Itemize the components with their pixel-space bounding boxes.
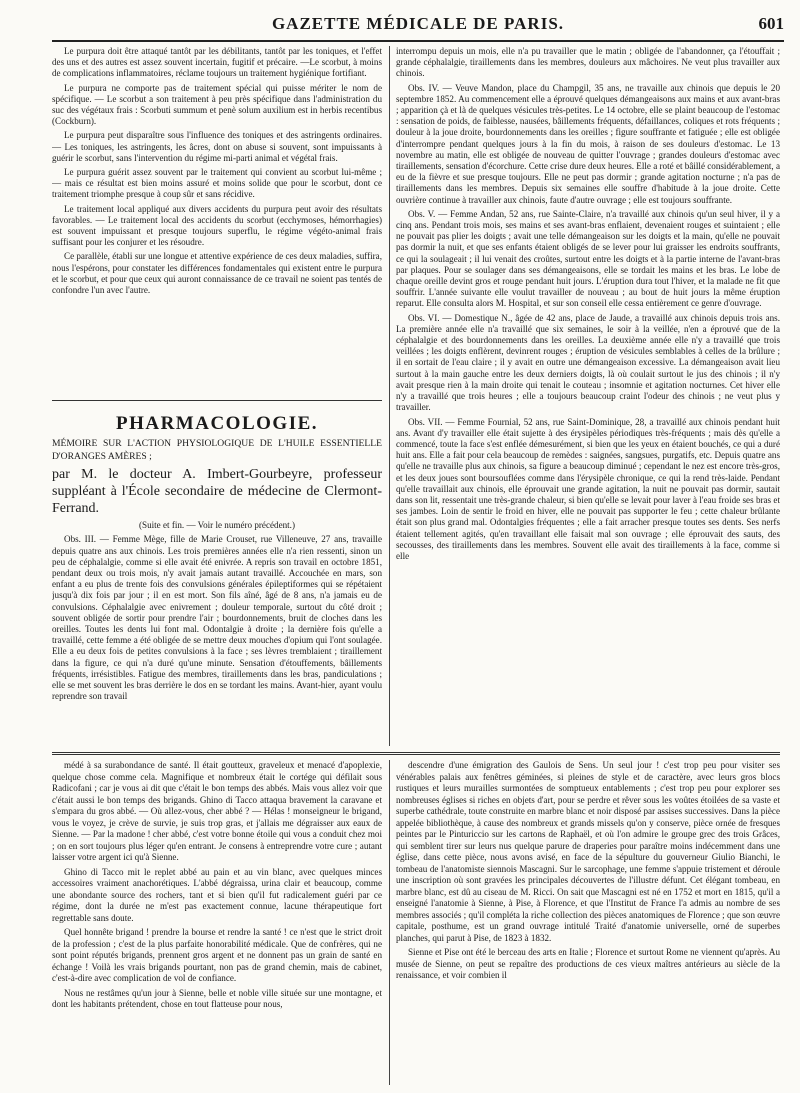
observation-7: Obs. VII. — Femme Fournial, 52 ans, rue Saint-Dominique, 28, a travaillé aux chinois pendant huit ans. Avant d'y travailler elle était sujette à des érysipèles périodiques très-fréquents ; mais dès qu'elle a commencé, toute la face s'est enflée démesurément, si bien que les yeux en étaient bouchés, ce qui a duré huit ans. Elle a fait pour cela beaucoup de remèdes : saignées, sangsues, purgatifs, etc. Depuis quatre ans qu'elle ne travaille plus aux chinois, sa figure a beaucoup diminué ; cependant le nez est encore très-gros, et les deux joues sont boursouflées comme dans l'érysipèle chronique, ce qui la rend très-laide. Pendant qu'elle travaillait aux chinois, elle éprouvait une grande agitation, la nuit ne pouvait pas dormir, sautait dans son lit, ressentait une très-grande chaleur, si bien qu'elle se levait pour laver à l'eau froide ses bras et ses jambes. Loin de sentir le froid en hiver, elle ne pouvait pas supporter le feu ; cette chaleur brûlante était son plus grand mal. Odontalgies fréquentes ; elle a fait arracher presque toutes ses dents. Ses nerfs étaient tellement agités, qu'en travaillant elle faisait mal son ouvrage ; elle éprouvait des sauts, des secousses, des tiraillements dans les membres. Souvent elle avait des tiraillements à la face, comme si elle	[396, 416, 780, 561]
feuilleton-right-column	[396, 760, 780, 1085]
page-number: 601	[758, 14, 784, 33]
paragraph: Ce parallèle, établi sur une longue et attentive expérience de ces deux maladies, suffira, nous l'espérons, pour constater les différences fondamentales qui existent entre le purpura et le scorbut, et pour que ceux qui auront connaissance de ce travail ne soient pas tentés de confondre l'un avec l'autre.	[52, 251, 382, 296]
journal-title: GAZETTE MÉDICALE DE PARIS.	[271, 14, 565, 33]
paragraph: Le purpura peut disparaître sous l'influence des toniques et des astringents ordinaires. — Les toniques, les astringents, les âcres, dont on abuse si souvent, sont impuissants à guérir le scorbut, sans l'intervention du régime mi-parti animal et végétal frais.	[52, 130, 382, 163]
right-column	[396, 46, 780, 746]
paragraph: Le purpura guérit assez souvent par le traitement qui convient au scorbut lui-même ; — mais ce résultat est bien moins assuré et moins solide que pour le scorbut, dont ce traitement triomphe presque à coup sûr et sans récidive.	[52, 167, 382, 200]
section-divider	[52, 400, 382, 401]
paragraph: Le purpura ne comporte pas de traitement spécial qui puisse mériter le nom de spécifique. — Le scorbut a son traitement à peu près spécifique dans l'administration du suc des végétaux frais : Scorbuti summum et penè solum auxilium est in herbis recentibus (Cockburn).	[52, 82, 382, 127]
paragraph: Nous ne restâmes qu'un jour à Sienne, belle et noble ville située sur une montagne, et dont les habitants prétendent, chose en tout flatteuse pour nous,	[52, 987, 382, 1009]
paragraph: interrompu depuis un mois, elle n'a pu travailler que le matin ; obligée de l'abandonner, ça l'étouffait ; grande céphalalgie, tiraillements dans les membres, douleurs aux mâchoires. Ne veut plus travailler aux chinois.	[396, 46, 780, 79]
paragraph: Sienne et Pise ont été le berceau des arts en Italie ; Florence et surtout Rome ne viennent qu'après. Au musée de Sienne, on peut se repaître des productions de ces vieux maîtres antérieurs au siècle de la renaissance, et voir combien il	[396, 947, 780, 980]
left-column-pharmacologie	[52, 412, 382, 742]
paragraph: descendre d'une émigration des Gaulois de Sens. Un seul jour ! c'est trop peu pour visiter ses vénérables palais aux fenêtres géminées, si pleines de style et de caractère, avec leurs gros blocs rustiques et leurs murailles surmontées de somptueux entablements ; c'est trop peu pour explorer ses nombreuses églises si riches en objets d'art, pour se perdre et rêver sous les voûtes étoilées de sa vaste et superbe cathédrale, toute construite en marbre blanc et noir disposé par assises successives. Dans la pièce appelée bibliothèque, à cause des nombreux et grands missels qu'on y conserve, pièce ornée de fresques peintes par le Pinturiccio sur les cartons de Raphaël, et où l'on admire le groupe grec des trois Grâces, qui semblent tirer sur leurs nus quelque parure de draperies pour paraître moins indécemment dans une église, dans cette pièce, nous avons avisé, en face de la sépulture du gouverneur Giulio Bianchi, le tombeau de l'anatomiste siennois Mascagni. Sur le sarcophage, une femme s'appuie tristement et déroule une inscription où sont gravées les principales découvertes de l'illustre défunt. Cet élégant tombeau, en marbre blanc, est dû au ciseau de M. Ricci. On sait que Mascagni est né en 1752 et mort en 1815, qu'il a enseigné l'anatomie à Sienne, à Pise, à Florence, et que l'Institut de France l'a admis au nombre de ses membres associés ; qu'il compléta la riche collection des pièces anatomiques de Florence ; que son œuvre capitale, posthume, est un grand ouvrage intitulé Traité d'anatomie universelle, orné de superbes planches, qui parut à Pise, de 1823 à 1832.	[396, 760, 780, 943]
feuilleton-divider	[52, 752, 780, 755]
feuilleton-left-column	[52, 760, 382, 1085]
paragraph: Le traitement local appliqué aux divers accidents du purpura peut avoir des résultats favorables. — Le traitement local des accidents du scorbut (ecchymoses, hémorrhagies) est souvent impuissant et presque toujours superflu, le régime végéto-animal frais suffisant pour les conjurer et les résoudre.	[52, 203, 382, 248]
observation-5: Obs. V. — Femme Andan, 52 ans, rue Sainte-Claire, n'a travaillé aux chinois qu'un seul hiver, il y a cinq ans. Pendant trois mois, ses mains et ses avant-bras enflaient, devenaient rouges et suintaient ; elle ne pouvait pas plier les doigts ; avait une telle démangeaison sur les doigts et la main, qu'elle ne pouvait pas dormir la nuit, et que ses enfants étaient obligés de se lever pour lui graisser les endroits souffrants, ce qui la soulageait ; il lui venait des croûtes, surtout entre les doigts et à la partie interne de l'avant-bras par plaques. Pour se soulager dans ses démangeaisons, elle se tordait les mains et les bras. Le lobe de chaque oreille devint gros et rouge pendant huit jours. L'éruption dura tout l'hiver, et la malade ne fit que souffrir. L'année suivante elle voulut travailler de nouveau ; au bout de huit jours la même éruption reparut. Elle consulta alors M. Hospital, et sur son conseil elle cessa entièrement ce genre d'ouvrage.	[396, 208, 780, 309]
continuation-note: (Suite et fin. — Voir le numéro précédent.)	[139, 520, 295, 531]
page-header	[52, 14, 784, 42]
article-title-small: MÉMOIRE SUR L'ACTION PHYSIOLOGIQUE DE L'HUILE ESSENTIELLE D'ORANGES AMÈRES ;	[52, 438, 382, 463]
paragraph: médé à sa surabondance de santé. Il était goutteux, graveleux et menacé d'apoplexie, quelque chose comme cela. Magnifique et nombreux était le cortége qui défilait sous Radicofani ; car je vous ai dit que c'était le bon temps des abbés. Mais vous allez voir que c'était aussi le bon temps des brigands. Ghino di Tacco attaqua bravement la caravane et s'empara du gros abbé. — Où allez-vous, cher abbé ? — Hélas ! monseigneur le brigand, vous le voyez, je crève de survie, je suis trop gras, et j'allais me dégraisser aux eaux de Sienne. — Par la madone ! cher abbé, c'est votre bonne étoile qui vous a conduit chez moi ; on en sort toujours plus léger qu'en entrant. Je consens à entreprendre votre cure ; autant laisser votre argent ici qu'à Sienne.	[52, 760, 382, 862]
article-title-big: par M. le docteur A. Imbert-Gourbeyre, professeur suppléant à l'École secondaire de médecine de Clermont-Ferrand.	[52, 467, 382, 517]
column-rule	[389, 46, 390, 746]
observation-4: Obs. IV. — Veuve Mandon, place du Champgil, 35 ans, ne travaille aux chinois que depuis le 20 septembre 1852. Au commencement elle a éprouvé quelques démangeaisons aux mains et aux avant-bras ; apparition çà et là de quelques vésicules très-petites. Le 14 octobre, elle se plaint beaucoup de l'estomac : sensation de poids, de faiblesse, nausées, bâillements fréquents, défaillances, coliques et rots fréquents ; douleur à la joue droite, bourdonnements dans les oreilles ; figure souffrante et fatiguée ; elle est obligée d'interrompre pendant quelques jours à la fin du mois, à raison de ses douleurs d'estomac. Le 13 novembre au matin, elle est obligée de nouveau de quitter l'ouvrage ; grandes douleurs d'estomac avec tiraillements, sensation d'écorchure. Cette crise dure deux heures. Elle a roté et bâillé considérablement, a eu de la fièvre et sue presque toujours. Elle ne peut pas dormir ; grande agitation nocturne ; n'a pas de tiraillements dans les membres. Depuis six semaines elle souffre d'habitude à la joue droite. Cette ouvrière continue à travailler aux chinois, faute d'autre ouvrage ; elle est toujours souffrante.	[396, 82, 780, 205]
observation-6: Obs. VI. — Domestique N., âgée de 42 ans, place de Jaude, a travaillé aux chinois depuis trois ans. La première année elle n'a travaillé que six semaines, le soir à la veillée, n'en a éprouvé que de la céphalalgie et des bourdonnements dans les oreilles. La deuxième année elle n'y a travaillé que trois veillées ; les doigts enflèrent, devinrent rouges ; éruption de vésicules semblables à celles de la brûlure ; il en sortait de l'eau claire ; il y avait en outre une démangeaison excessive. La démangeaison avait lieu surtout à la main gauche entre les deux derniers doigts, là où coulait surtout le jus des chinois ; il n'y avait presque rien à la main droite qui tenait le couteau ; insomnie et agitation nocturnes. Cet hiver elle n'y a travaillé que trois heures ; elle a toujours beaucoup craint l'odeur des chinois ; ne veut plus y travailler.	[396, 312, 780, 413]
section-title: PHARMACOLOGIE.	[115, 413, 319, 434]
paragraph: Quel honnête brigand ! prendre la bourse et rendre la santé ! ce n'est que le strict droit de la profession ; c'est de la plus parfaite honorabilité médicale. Que de confrères, qui ne sont point réputés brigands, prennent gros argent et ne donnent pas un grain de santé en échange ! Voilà les vrais brigands pourtant, non pas de grand chemin, mais de cabinet, c'est-à-dire avec complication de vol de confiance.	[52, 927, 382, 983]
observation-3: Obs. III. — Femme Mège, fille de Marie Crouset, rue Villeneuve, 27 ans, travaille depuis quatre ans aux chinois. Les trois premières années elle n'a rien ressenti, sinon un peu de céphalalgie, comme si elle avait été enivrée. A repris son travail en octobre 1851, pendant deux ou trois mois, n'y avait jamais autant travaillé. Accouchée en mars, son enfant a eu plus de trente fois des convulsions générales épileptiformes qui se répétaient jusqu'à dix fois par jour ; il en est mort. Son fils aîné, âgé de 8 ans, n'a jamais eu de convulsions. Céphalalgie avec enivrement ; douleur temporale, surtout du côté droit ; souvent obligée de sortir pour prendre l'air ; bourdonnements, bruit de cloches dans les oreilles. Toutes les dents lui font mal. Odontalgie à droite ; la dernière fois qu'elle a travaillé, cette femme a été obligée de se mettre deux mouches d'opium qui l'ont soulagée. Elle a eu deux fois de petites convulsions à la face ; ses lèvres tremblaient ; tiraillement dans la figure, ce qui n'a duré qu'une minute. Sensation d'étouffements, bâillements fréquents, irrésistibles. Fatigue des membres, tiraillements dans les bras, pandiculations ; elle se met souvent les bras derrière le dos en se tordant les mains. Avant-hier, ayant voulu reprendre son travail	[52, 534, 382, 702]
paragraph: Ghino di Tacco mit le replet abbé au pain et au vin blanc, avec quelques minces accessoires vraiment anachorétiques. L'abbé dégraissa, urina clair et beaucoup, comme une abondante source des rochers, tant et si bien qu'il fut radicalement guéri par ce régime, dont la durée ne m'est pas exactement connue, lacune thérapeutique fort regrettable sans doute.	[52, 866, 382, 923]
feuilleton-column-rule	[389, 760, 390, 1085]
left-column-purpura	[52, 46, 382, 390]
paragraph: Le purpura doit être attaqué tantôt par les débilitants, tantôt par les toniques, et l'effet des uns et des autres est assez souvent incertain, fugitif et précaire. —Le scorbut, à moins de complications inflammatoires, réclame toujours un traitement hygiénique fortifiant.	[52, 46, 382, 79]
